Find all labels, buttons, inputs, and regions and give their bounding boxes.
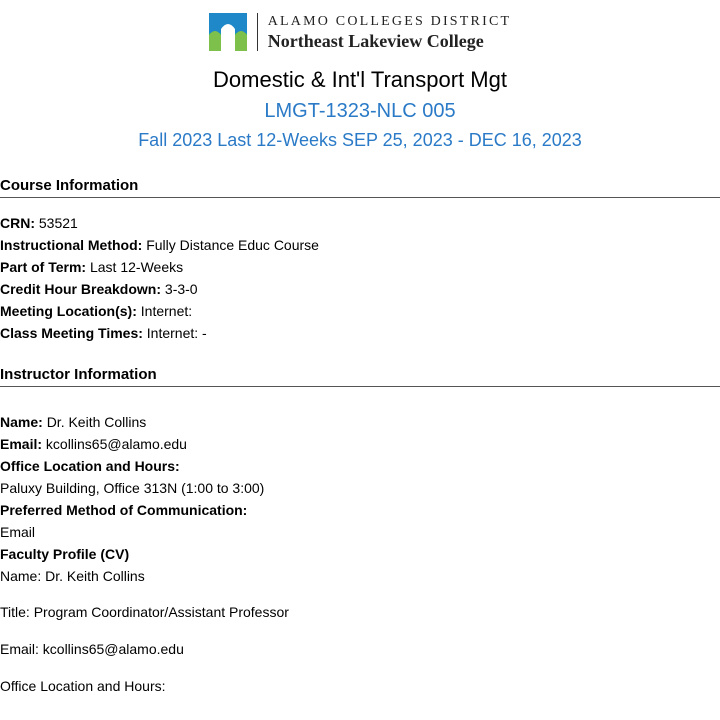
field-communication-label: Preferred Method of Communication: bbox=[0, 502, 248, 518]
field-meeting-location: Meeting Location(s): Internet: bbox=[0, 303, 193, 319]
section-heading-instructor-info: Instructor Information bbox=[0, 366, 720, 387]
field-part-of-term: Part of Term: Last 12-Weeks bbox=[0, 259, 184, 275]
course-code: LMGT-1323-NLC 005 bbox=[264, 100, 456, 122]
field-instructional-method: Instructional Method: Fully Distance Educ Course bbox=[0, 237, 319, 253]
district-name: ALAMO COLLEGES DISTRICT bbox=[267, 13, 512, 29]
course-title: Domestic & Int'l Transport Mgt bbox=[213, 67, 507, 92]
college-logo-icon bbox=[209, 13, 247, 51]
section-heading-course-info: Course Information bbox=[0, 177, 720, 198]
faculty-profile-heading: Faculty Profile (CV) bbox=[0, 546, 130, 562]
field-instructor-email: Email: kcollins65@alamo.edu bbox=[0, 436, 187, 452]
communication-value: Email bbox=[0, 524, 36, 540]
field-credit-hour-breakdown: Credit Hour Breakdown: 3-3-0 bbox=[0, 281, 198, 297]
college-name: Northeast Lakeview College bbox=[267, 30, 484, 51]
course-information-section bbox=[0, 177, 720, 344]
field-crn: CRN: 53521 bbox=[0, 215, 78, 231]
profile-email: Email: kcollins65@alamo.edu bbox=[0, 641, 184, 657]
profile-office-hours: Office Location and Hours: bbox=[0, 678, 166, 694]
instructor-email-link[interactable]: kcollins65@alamo.edu bbox=[45, 436, 187, 452]
field-office-location-label: Office Location and Hours: bbox=[0, 458, 180, 474]
field-class-meeting-times: Class Meeting Times: Internet: - bbox=[0, 325, 207, 341]
logo-divider bbox=[257, 13, 258, 51]
office-location-value: Paluxy Building, Office 313N (1:00 to 3:00) bbox=[0, 480, 265, 496]
profile-name: Name: Dr. Keith Collins bbox=[0, 568, 145, 584]
college-logo bbox=[0, 0, 720, 52]
logo-text bbox=[268, 15, 511, 50]
course-term: Fall 2023 Last 12-Weeks SEP 25, 2023 - DEC 16, 2023 bbox=[138, 130, 582, 150]
profile-title: Title: Program Coordinator/Assistant Professor bbox=[0, 604, 289, 620]
syllabus-header bbox=[0, 0, 720, 152]
instructor-information-section bbox=[0, 366, 720, 697]
field-instructor-name: Name: Dr. Keith Collins bbox=[0, 414, 147, 430]
